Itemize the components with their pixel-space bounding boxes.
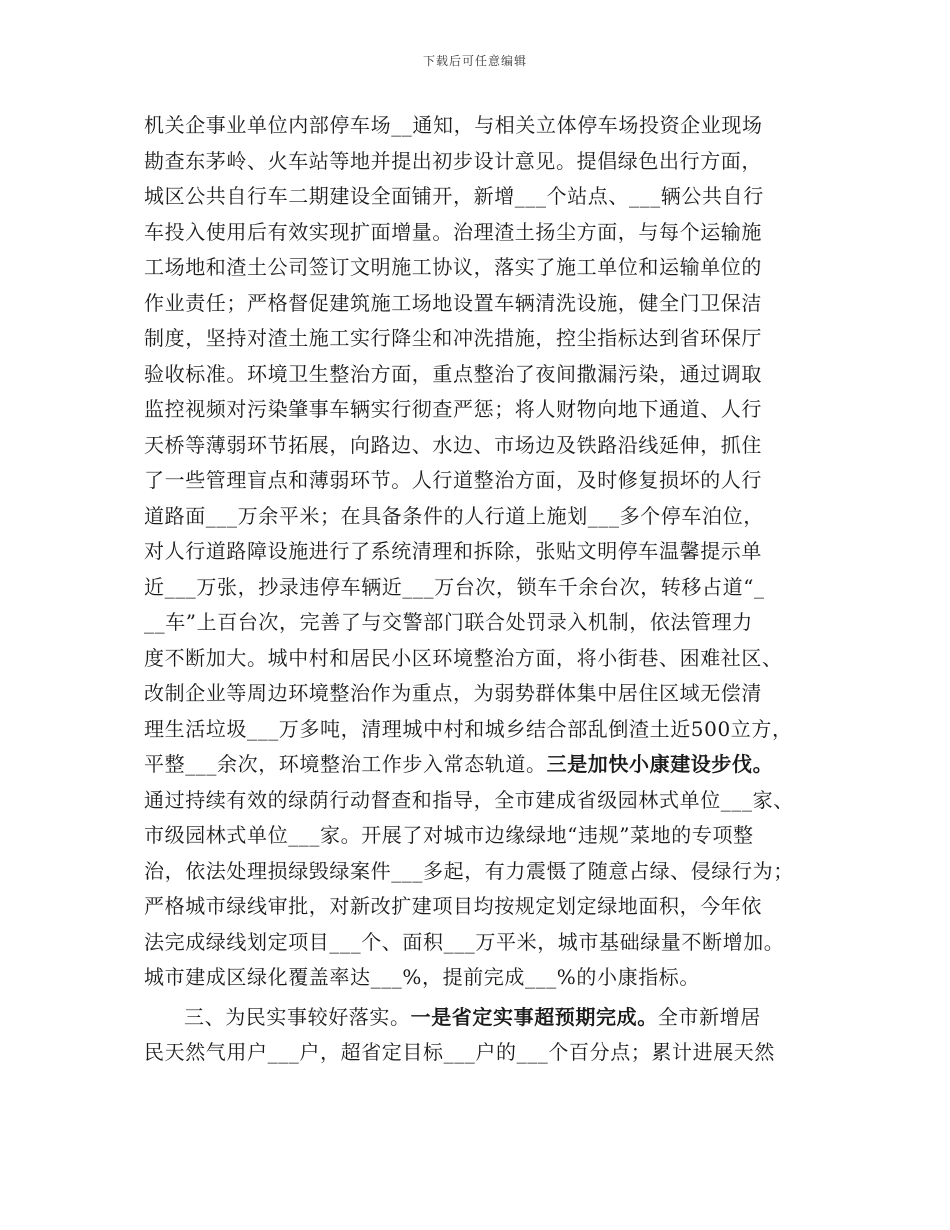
text-line: 监控视频对污染肇事车辆实行彻查严惩；将人财物向地下通道、人行	[144, 397, 762, 421]
text-line: 改制企业等周边环境整治作为重点，为弱势群体集中居住区域无偿清	[144, 681, 762, 705]
text-line: 了一些管理盲点和薄弱环节。人行道整治方面，及时修复损坏的人行	[144, 468, 762, 492]
text-line: 天桥等薄弱环节拓展，向路边、水边、市场边及铁路沿线延伸，抓住	[144, 432, 762, 457]
text-line: 城区公共自行车二期建设全面铺开，新增___个站点、___辆公共自行	[144, 184, 764, 208]
bold-heading: 三是加快小康建设步伐。	[546, 752, 774, 776]
text-line: 严格城市绿线审批，对新改扩建项目均按规定划定绿地面积，今年依	[144, 894, 762, 918]
text-line: 度不断加大。城中村和居民小区环境整治方面，将小街巷、困难社区、	[144, 645, 783, 670]
text-line: 制度，坚持对渣土施工实行降尘和冲洗措施，控尘指标达到省环保厅	[144, 326, 762, 350]
document-body	[144, 108, 814, 1071]
text-line: 勘查东茅岭、火车站等地并提出初步设计意见。提倡绿色出行方面，	[144, 148, 762, 173]
text-line: 治，依法处理损绿毁绿案件___多起，有力震慑了随意占绿、侵绿行为；	[144, 858, 794, 883]
bold-heading: 一是省定实事超预期完成。	[410, 1004, 658, 1029]
section-lead: 三、为民实事较好落实。	[184, 1004, 411, 1029]
paragraph-start	[144, 1000, 814, 1036]
text-line: 车投入使用后有效实现扩面增量。治理渣土扬尘方面，与每个运输施	[144, 219, 762, 244]
page-header: 下载后可任意编辑	[422, 54, 527, 68]
text-line: 对人行道路障设施进行了系统清理和拆除，张贴文明停车温馨提示单	[144, 539, 762, 563]
text-line: 理生活垃圾___万多吨，清理城中村和城乡结合部乱倒渣土近500立方，	[144, 716, 793, 741]
text-line: 机关企事业单位内部停车场__通知，与相关立体停车场投资企业现场	[144, 113, 763, 137]
text-line: 民天然气用户___户，超省定目标___户的___个百分点；累计进展天然	[144, 1040, 775, 1064]
text-line: 作业责任；严格督促建筑施工场地设置车辆清洗设施，健全门卫保洁	[144, 290, 762, 315]
text-line: 近___万张，抄录违停车辆近___万台次，锁车千余台次，转移占道“_	[144, 574, 765, 599]
text-line: 通过持续有效的绿荫行动督查和指导，全市建成省级园林式单位___家、	[144, 787, 794, 812]
line-text: 全市新增居	[657, 1004, 761, 1029]
text-line: 法完成绿线划定项目___个、面积___万平米，城市基础绿量不断增加。	[144, 929, 785, 954]
line-text: 平整___余次，环境整治工作步入常态轨道。	[144, 752, 547, 776]
text-line: 工场地和渣土公司签订文明施工协议，落实了施工单位和运输单位的	[144, 255, 762, 279]
text-line: 道路面___万余平米；在具备条件的人行道上施划___多个停车泊位，	[144, 503, 764, 528]
text-line: 城市建成区绿化覆盖率达___%，提前完成___%的小康指标。	[144, 965, 701, 989]
text-line: 验收标准。环境卫生整治方面，重点整治了夜间撒漏污染，通过调取	[144, 361, 762, 386]
text-line-mixed	[144, 747, 814, 783]
text-line: 市级园林式单位___家。开展了对城市边缘绿地“违规”菜地的专项整	[144, 823, 754, 847]
text-line: __车”上百台次，完善了与交警部门联合处罚录入机制，依法管理力	[144, 610, 753, 634]
